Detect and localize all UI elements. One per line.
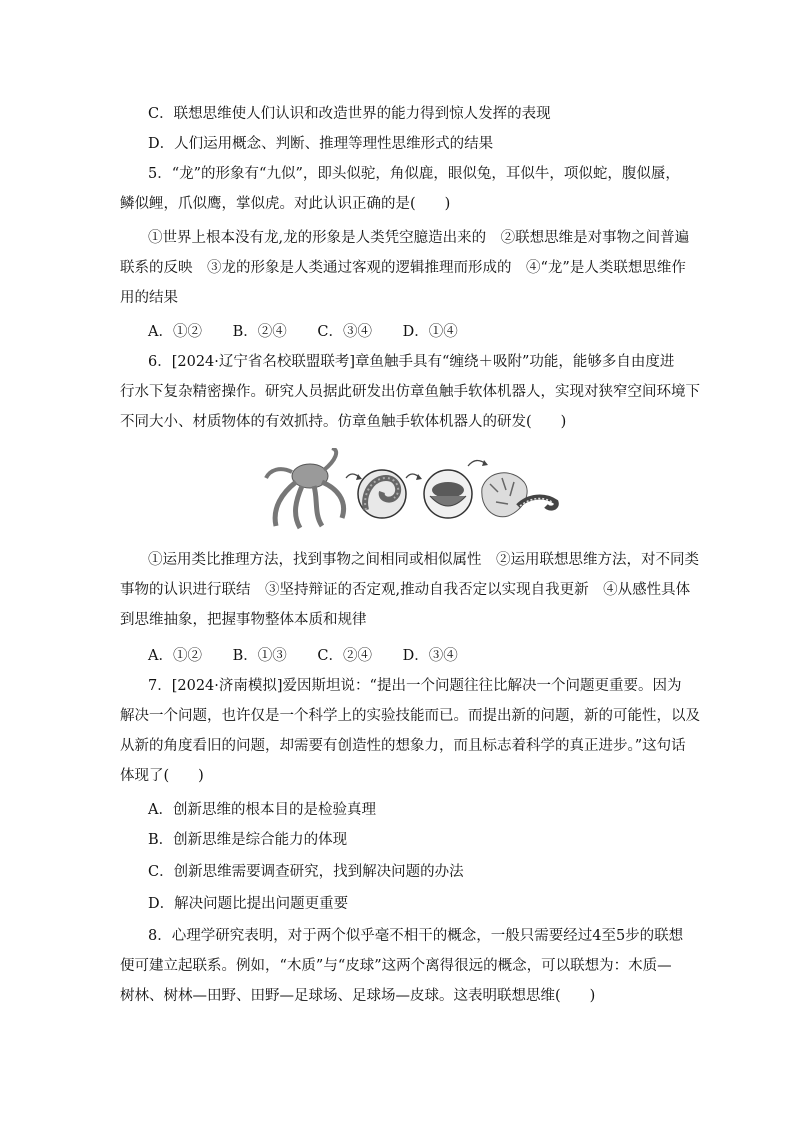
q6-statements-line3: 到思维抽象，把握事物整体本质和规律: [120, 612, 367, 628]
q5-statements-line3: 用的结果: [120, 290, 178, 306]
q5-option-a: A．①②: [148, 324, 202, 340]
q6-stem-line2: 行水下复杂精密操作。研究人员据此研发出仿章鱼触手软体机器人，实现对狭窄空间环境下: [120, 384, 700, 400]
q6-options: [148, 644, 484, 665]
q5-stem-line1: 5．“龙”的形象有“九似”，即头似驼，角似鹿，眼似兔，耳似牛，项似蛇，腹似蜃，: [148, 166, 680, 182]
q7-option-d: D．解决问题比提出问题更重要: [148, 896, 349, 912]
q7-stem-line4: 体现了( ): [120, 768, 204, 784]
q7-option-c: C．创新思维需要调查研究，找到解决问题的办法: [148, 864, 464, 880]
q5-stem-line2: 鳞似鲤，爪似鹰，掌似虎。对此认识正确的是( ): [120, 196, 451, 212]
q8-stem-line1: 8．心理学研究表明，对于两个似乎毫不相干的概念，一般只需要经过4至5步的联想: [148, 928, 684, 944]
q8-stem-line3: 树林、树林—田野、田野—足球场、足球场—皮球。这表明联想思维( ): [120, 988, 596, 1004]
tentacle-closeup-circle: [358, 470, 406, 518]
q4-option-c: C．联想思维使人们认识和改造世界的能力得到惊人发挥的表现: [148, 106, 551, 122]
q4-option-d: D．人们运用概念、判断、推理等理性思维形式的结果: [148, 136, 494, 152]
q5-statements-line1: ①世界上根本没有龙,龙的形象是人类凭空臆造出来的 ②联想思维是对事物之间普遍: [148, 230, 690, 246]
q7-stem-line2: 解决一个问题，也许仅是一个科学上的实验技能而已。而提出新的问题，新的可能性，以及: [120, 708, 700, 724]
q8-stem-line2: 便可建立起联系。例如，“木质”与“皮球”这两个离得很远的概念，可以联想为：木质—: [120, 958, 672, 974]
q6-option-a: A．①②: [148, 648, 202, 664]
q6-statements-line2: 事物的认识进行联结 ③坚持辩证的否定观,推动自我否定以实现自我更新 ④从感性具体: [120, 582, 691, 598]
q7-option-a: A．创新思维的根本目的是检验真理: [148, 802, 376, 818]
q6-option-c: C．②④: [317, 648, 372, 664]
soft-robot-gripper-illustration: [482, 473, 557, 517]
q5-options: [148, 320, 484, 341]
q5-statements-line2: 联系的反映 ③龙的形象是人类通过客观的逻辑推理而形成的 ④“龙”是人类联想思维作: [120, 260, 686, 276]
q5-option-d: D．①④: [402, 324, 458, 340]
q6-stem-line3: 不同大小、材质物体的有效抓持。仿章鱼触手软体机器人的研发( ): [120, 414, 567, 430]
sucker-closeup-circle: [424, 470, 472, 518]
q6-option-b: B．①③: [232, 648, 287, 664]
arrow-3-head: [482, 460, 488, 466]
q6-statements-line1: ①运用类比推理方法，找到事物之间相同或相似属性 ②运用联想思维方法，对不同类: [148, 552, 699, 568]
q7-option-b: B．创新思维是综合能力的体现: [148, 832, 348, 848]
q5-option-b: B．②④: [232, 324, 287, 340]
q7-stem-line1: 7．[2024·济南模拟]爱因斯坦说：“提出一个问题往往比解决一个问题更重要。因为: [148, 678, 682, 694]
octopus-illustration: [266, 448, 344, 528]
q5-option-c: C．③④: [317, 324, 372, 340]
q7-stem-line3: 从新的角度看旧的问题，却需要有创造性的想象力，而且标志着科学的真正进步。”这句话: [120, 738, 686, 754]
q6-option-d: D．③④: [402, 648, 458, 664]
q6-stem-line1: 6．[2024·辽宁省名校联盟联考]章鱼触手具有“缠绕＋吸附”功能，能够多自由度进: [148, 354, 675, 370]
octopus-robot-figure: [262, 448, 562, 534]
